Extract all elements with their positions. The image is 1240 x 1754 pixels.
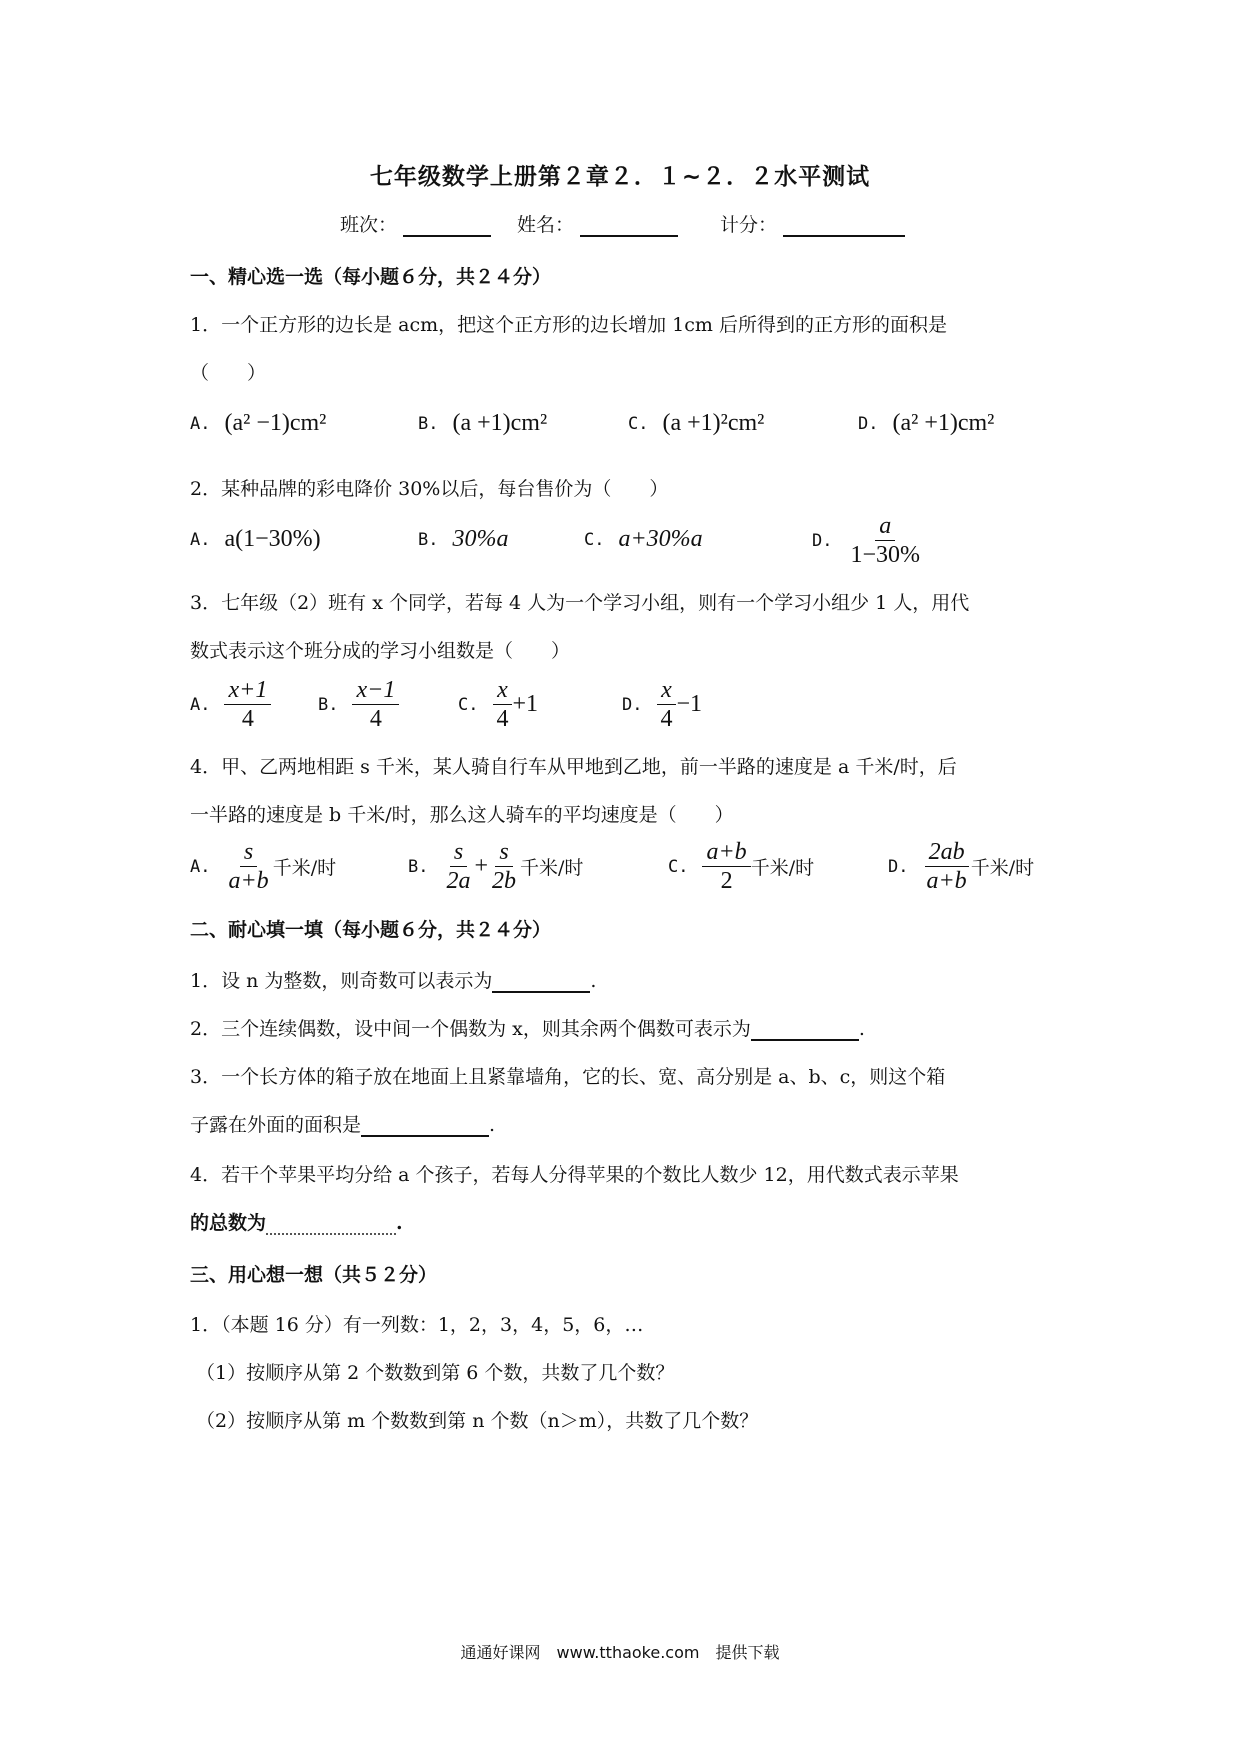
s1-q3-option-b: B. $\frac{x-1}{4}$ bbox=[318, 676, 399, 733]
s1-q1-option-b: B. (a +1)cm² bbox=[418, 410, 548, 436]
s3-q1-sub2: （2）按顺序从第 m 个数数到第 n 个数（n＞m），共数了几个数？ bbox=[196, 1410, 759, 1432]
s1-q2-option-d: D. $\frac{a}{1-30\%}$ bbox=[812, 512, 924, 569]
s1-q1-option-a: A. (a² −1)cm² bbox=[190, 410, 327, 436]
s1-q4-line2: 一半路的速度是 b 千米/时，那么这人骑车的平均速度是（ ） bbox=[190, 804, 734, 826]
s1-q1-line2: （ ） bbox=[190, 362, 267, 384]
class-label: 班次： bbox=[340, 214, 398, 236]
s1-q3-line2: 数式表示这个班分成的学习小组数是（ ） bbox=[190, 640, 571, 662]
s2-q4-line2: 的总数为 . bbox=[190, 1212, 403, 1234]
class-blank bbox=[403, 213, 491, 237]
s1-q4-option-c: C. $\frac{a+b}{2}$ 千米/时 bbox=[668, 839, 815, 894]
s2-q2: 2．三个连续偶数，设中间一个偶数为 x，则其余两个偶数可表示为 . bbox=[190, 1018, 865, 1040]
score-label: 计分： bbox=[720, 214, 778, 236]
s1-q2-option-c: C. a+30%a bbox=[584, 526, 703, 552]
s3-q1-sub1: （1）按顺序从第 2 个数数到第 6 个数，共数了几个数？ bbox=[196, 1362, 675, 1384]
fraction: $\frac{a}{1-30\%}$ bbox=[850, 513, 921, 568]
s1-q3-option-c: C. $\frac{x}{4}$ +1 bbox=[458, 677, 539, 732]
s1-q2-option-b: B. 30%a bbox=[418, 526, 509, 552]
s1-q4-option-a: A. $\frac{s}{a+b}$ 千米/时 bbox=[190, 839, 337, 894]
s1-q3-option-a: A. $\frac{x+1}{4}$ bbox=[190, 676, 271, 733]
s1-q2-option-a: A. a(1−30%) bbox=[190, 526, 321, 552]
name-label: 姓名： bbox=[517, 214, 575, 236]
s1-q3-option-d: D. $\frac{x}{4}$ −1 bbox=[622, 677, 703, 732]
score-blank bbox=[783, 213, 905, 237]
name-blank bbox=[580, 213, 678, 237]
s1-q4-option-b: B. $\frac{s}{2a}$ + $\frac{s}{2b}$ 千米/时 bbox=[408, 839, 584, 894]
answer-blank[interactable] bbox=[492, 971, 590, 993]
s1-q1-line1: 1．一个正方形的边长是 acm，把这个正方形的边长增加 1cm 后所得到的正方形的面积是 bbox=[190, 314, 947, 336]
page-title: 七年级数学上册第２章２．１~２．２水平测试 bbox=[369, 164, 871, 190]
s1-q4-line1: 4．甲、乙两地相距 s 千米，某人骑自行车从甲地到乙地，前一半路的速度是 a 千米/时，后 bbox=[190, 756, 957, 778]
s1-q1-option-c: C. (a +1)²cm² bbox=[628, 410, 765, 436]
s2-q1: 1．设 n 为整数，则奇数可以表示为 . bbox=[190, 970, 597, 992]
answer-blank[interactable] bbox=[751, 1019, 859, 1041]
s3-q1: 1．（本题 16 分）有一列数：1，2，3，4，5，6，… bbox=[190, 1314, 644, 1336]
s2-q4-line1: 4．若干个苹果平均分给 a 个孩子，若每人分得苹果的个数比人数少 12，用代数式表示苹果 bbox=[190, 1164, 959, 1186]
student-info-line bbox=[340, 210, 911, 237]
footer-source: 通通好课网 www.tthaoke.com 提供下载 bbox=[460, 1643, 780, 1662]
section-3-heading: 三、用心想一想（共５２分） bbox=[190, 1264, 438, 1286]
section-1-heading: 一、精心选一选（每小题６分，共２４分） bbox=[190, 266, 552, 288]
answer-blank[interactable] bbox=[361, 1115, 489, 1137]
s1-q4-option-d: D. $\frac{2ab}{a+b}$ 千米/时 bbox=[888, 839, 1035, 894]
s1-q1-option-d: D. (a² +1)cm² bbox=[858, 410, 995, 436]
s2-q3-line1: 3．一个长方体的箱子放在地面上且紧靠墙角，它的长、宽、高分别是 a、b、c，则这个箱 bbox=[190, 1066, 946, 1088]
answer-blank[interactable] bbox=[266, 1213, 396, 1235]
s2-q3-line2: 子露在外面的面积是 . bbox=[190, 1114, 496, 1136]
s1-q2-line1: 2．某种品牌的彩电降价 30%以后，每台售价为（ ） bbox=[190, 478, 669, 500]
s1-q3-line1: 3．七年级（2）班有 x 个同学，若每 4 人为一个学习小组，则有一个学习小组少 1 人，用代 bbox=[190, 592, 970, 614]
section-2-heading: 二、耐心填一填（每小题６分，共２４分） bbox=[190, 919, 552, 941]
